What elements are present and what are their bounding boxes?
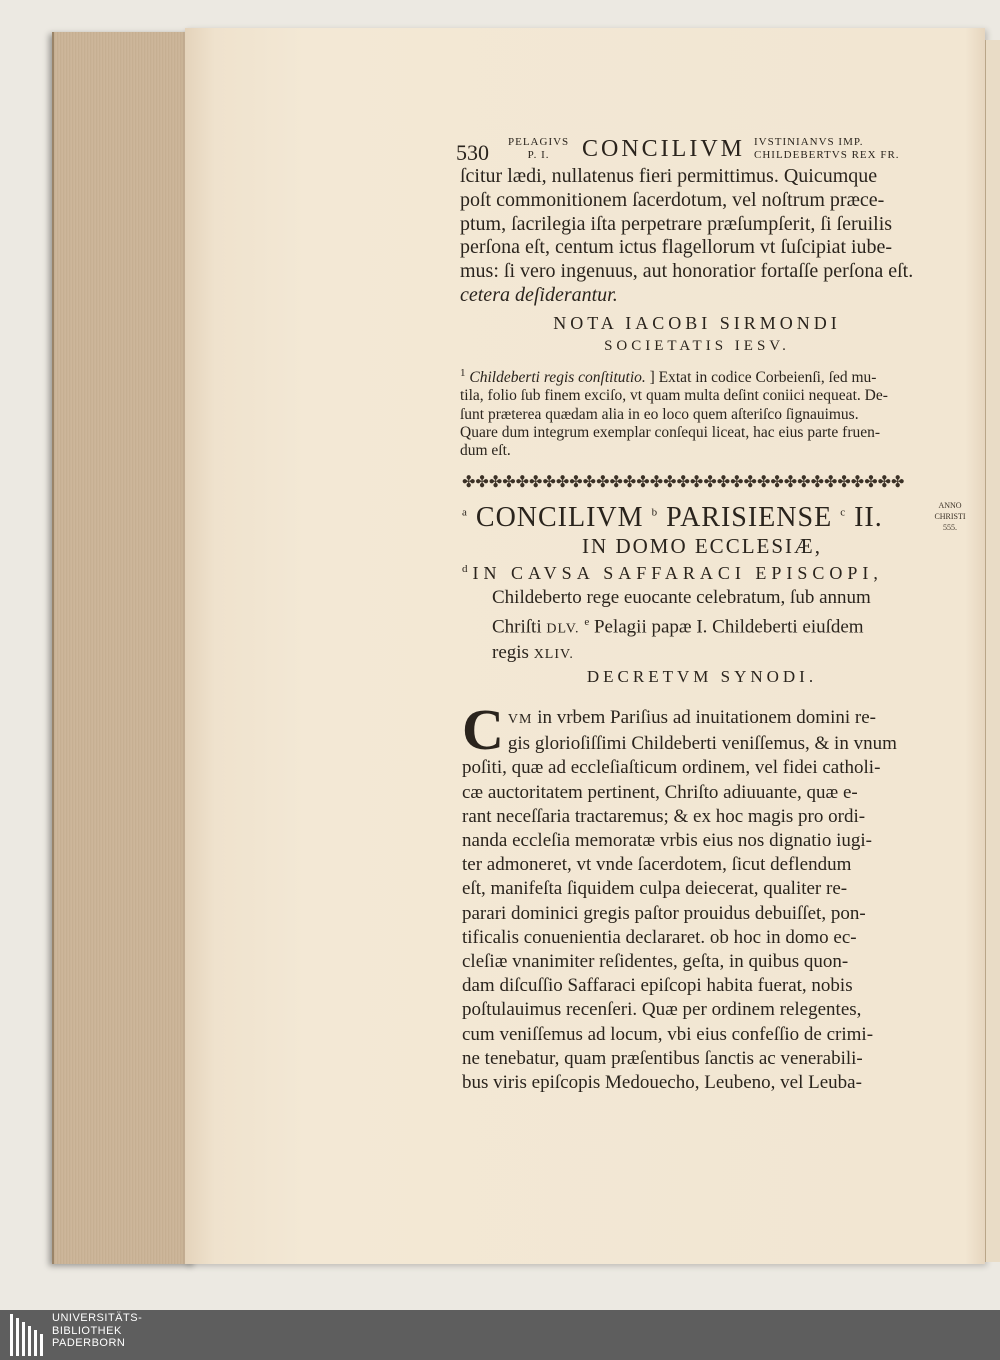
library-logo-icon [8, 1312, 46, 1358]
text-line: Quare dum integrum exemplar conſequi liceat, hac eius parte fruen- [460, 423, 881, 441]
cetera-note: cetera deſiderantur. [460, 283, 618, 306]
note-title: NOTA IACOBI SIRMONDI [553, 313, 841, 333]
council-subtitle: IN DOMO ECCLESIÆ, [582, 534, 822, 558]
text-line: nanda eccleſia memoratæ vrbis eius nos dignatio iugi- [462, 830, 872, 852]
decree-text: C VM in vrbem Pariſius ad inuitationem domini re- gis glorioſiſſimi Childeberti veniſſemus, & in vnum poſiti, quæ ad eccleſiaſticum ordinem, vel fidei catholi- cæ auctoritatem pertinent, Chriſto adiuuante, quæ e- rant neceſſaria tractaremus; & ex hoc magis pro ordi- nanda eccleſia memoratæ vrbis eius nos dignatio iugi- ter admoneret, vt vnde ſacerdotem, ſicut deflendum eſt, manifeſta ſiquidem culpa deiecerat, qualiter re- parari dominici gregis paſtor prouidus debuiſſet, pon- tificalis conuenientia declararet. ob hoc in domo ec- cleſiæ vnanimiter reſidentes, geſta, in quibus quon- dam diſcuſſio Saffaraci epiſcopi habita fuerat, nobis poſtulauimus recenſeri. Quæ per ordinem relegentes, cum veniſſemus ad locum, vbi eius confeſſio de crimi- ne tenebatur, quam præſentibus ſanctis ac venerabili- bus viris epiſcopis Medouecho, Leubeno, vel Leuba- [462, 706, 934, 1095]
text-line: ter admoneret, vt vnde ſacerdotem, ſicut deflendum [462, 854, 852, 876]
text-line: poſt commonitionem ſacerdotum, vel noſtrum præce- [460, 188, 885, 211]
text-line: ] Extat in codice Corbeienſi, ſed mu- [649, 369, 877, 387]
text-line: tificalis conuenientia declararet. ob hoc in domo ec- [462, 926, 857, 948]
text-line: poſtulauimus recenſeri. Quæ per ordinem relegentes, [462, 999, 862, 1021]
text-line: ſunt præterea quædam alia in eo loco quem aſteriſco ſignauimus. [460, 405, 859, 423]
text-line: gis glorioſiſſimi Childeberti veniſſemus, & in vnum [507, 733, 897, 755]
text-line: parari dominici gregis paſtor prouidus debuiſſet, pon- [462, 902, 866, 924]
text-line: bus viris epiſcopis Medouecho, Leubeno, vel Leuba- [462, 1072, 862, 1094]
page-number: 530 [456, 140, 489, 165]
text-line: tila, folio ſub finem exciſo, vt quam multa deſint coniici nequeat. De- [460, 387, 888, 405]
council-cause: $^d$IN CAVSA SAFFARACI EPISCOPI, [462, 563, 883, 583]
text-line: mus: ſi vero ingenuus, aut honoratior fortaſſe perſona eſt. [460, 260, 914, 283]
text-line: cum veniſſemus ad locum, vbi eius confeſſio de crimi- [462, 1023, 874, 1045]
drop-cap: C [462, 697, 504, 762]
footer-bar [0, 1310, 1000, 1360]
text-line: dam diſcuſſio Saffaraci epiſcopi habita fuerat, nobis [462, 975, 853, 997]
text-line: perſona eſt, centum ictus flagellorum vt ſuſcipiat iube- [460, 236, 893, 259]
note-body [460, 364, 940, 460]
decree-heading: DECRETVM SYNODI. [586, 667, 818, 686]
council-description: Childeberto rege euocante celebratum, ſub annum Chriſti DLV. $^e$ Pelagii papæ I. Childeberti eiuſdem regis XLIV. [492, 587, 871, 664]
running-header [456, 132, 936, 168]
header-pope: PELAGIVS P. I. [508, 136, 570, 161]
header-rulers: IVSTINIANVS IMP. CHILDEBERTVS REX FR. [754, 136, 900, 161]
header-title: CONCILIVM [582, 136, 745, 162]
book-page-edges [52, 32, 196, 1264]
continued-text [460, 165, 940, 308]
text-line: cæ auctoritatem pertinent, Chriſto adiuuante, quæ e- [462, 781, 858, 803]
note-subtitle: SOCIETATIS IESV. [604, 338, 790, 354]
council-title: $^a$ CONCILIVM $^b$ PARISIENSE $^c$ II. [462, 502, 883, 533]
text-line: ne tenebatur, quam præſentibus ſanctis ac venerabili- [462, 1047, 863, 1069]
text-line: cleſiæ vnanimiter reſidentes, geſta, in quibus quon- [462, 951, 849, 973]
text-line: rant neceſſaria tractaremus; & ex hoc magis pro ordi- [462, 805, 866, 827]
facing-page-edge [985, 40, 1000, 1262]
text-line: poſiti, quæ ad eccleſiaſticum ordinem, vel fidei catholi- [462, 757, 881, 779]
text-line: ptum, ſacrilegia iſta perpetrare præſumpſerit, ſi ſeruilis [460, 212, 893, 235]
text-line: eſt, manifeſta ſiquidem culpa deiecerat, qualiter re- [462, 878, 848, 900]
ornament-band [462, 472, 930, 494]
note-lemma: Childeberti regis conſtitutio. [469, 369, 646, 387]
note-marker: 1 [460, 367, 466, 379]
library-name: UNIVERSITÄTS- BIBLIOTHEK PADERBORN [52, 1312, 143, 1349]
margin-year-note: ANNO CHRISTI 555. [934, 501, 966, 532]
text-line: ſcitur lædi, nullatenus fieri permittimus. Quicumque [460, 165, 878, 187]
text-line: dum eſt. [460, 441, 511, 459]
